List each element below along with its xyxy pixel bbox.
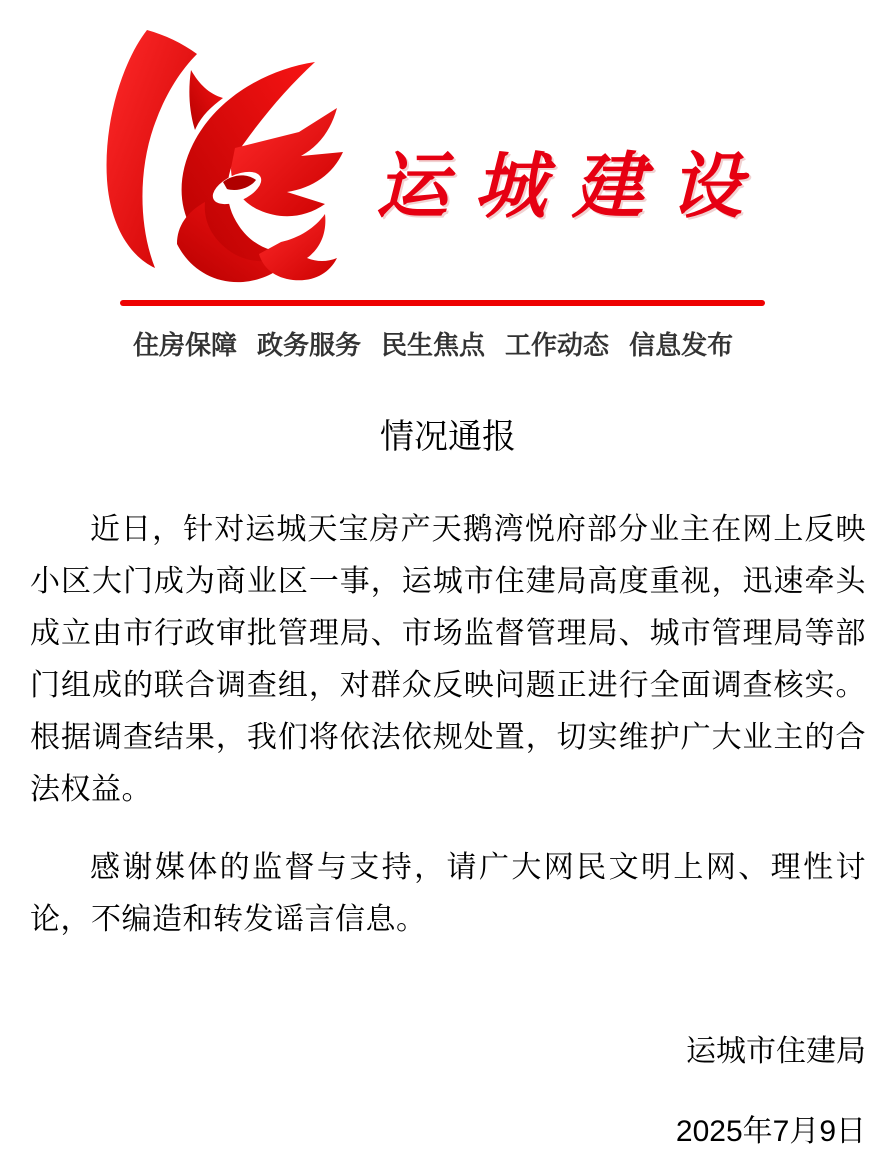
notice-content	[30, 416, 866, 1158]
red-divider	[120, 300, 765, 306]
brand-title: 运城建设	[376, 147, 769, 227]
nav-item-information-release[interactable]: 信息发布	[629, 330, 734, 360]
nav-item-livelihood-focus[interactable]: 民生焦点	[381, 330, 486, 360]
category-nav	[133, 325, 733, 362]
nav-item-government-services[interactable]: 政务服务	[257, 330, 362, 360]
notice-paragraph-2: 感谢媒体的监督与支持，请广大网民文明上网、理性讨论，不编造和转发谣言信息。	[30, 851, 866, 936]
phoenix-logo-icon	[85, 12, 335, 287]
nav-item-housing-security[interactable]: 住房保障	[133, 330, 238, 360]
notice-title: 情况通报	[380, 418, 516, 456]
nav-item-work-updates[interactable]: 工作动态	[505, 330, 610, 360]
signature-issuer: 运城市住建局	[686, 1035, 866, 1068]
notice-paragraph-1: 近日，针对运城天宝房产天鹅湾悦府部分业主在网上反映小区大门成为商业区一事，运城市住建局高度重视，迅速牵头成立由市行政审批管理局、市场监督管理局、城市管理局等部门组成的联合调查组，对群众反映问题正进行全面调查核实。根据调查结果，我们将依法依规处置，切实维护广大业主的合法权益。	[30, 513, 866, 806]
notice-date: 2025年7月9日	[675, 1115, 866, 1148]
